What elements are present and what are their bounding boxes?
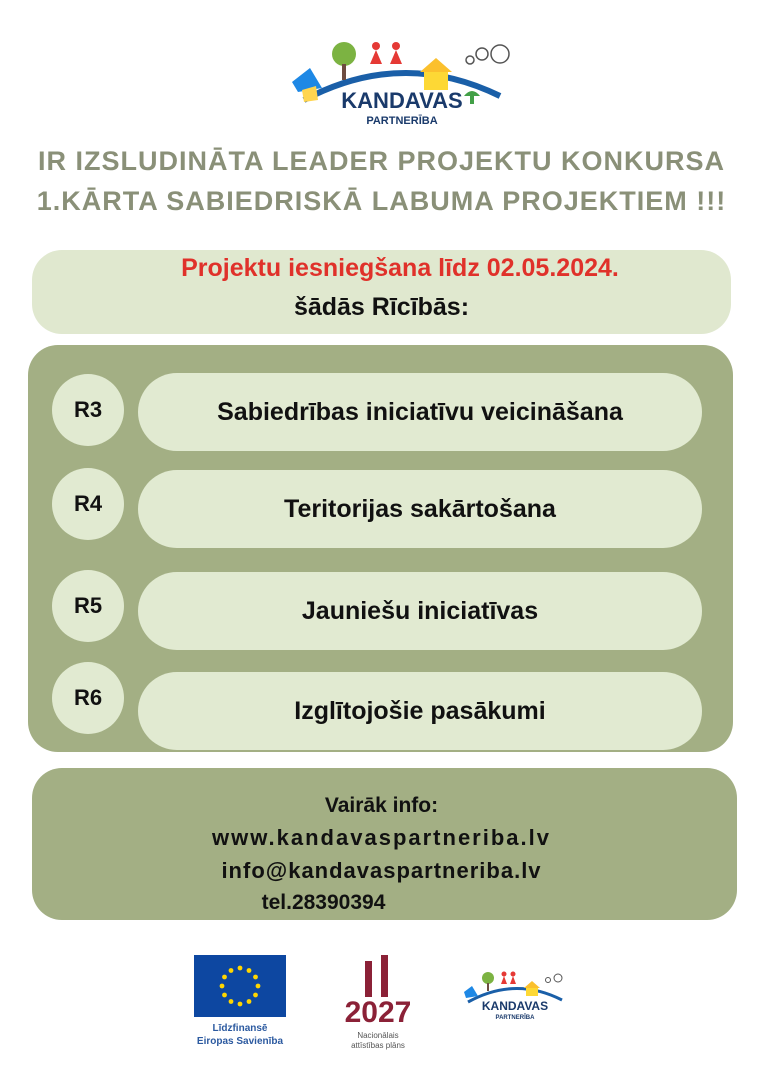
kandavas-partneriba-small-logo [460,968,570,1024]
headline-line-2: 1.KĀRTA SABIEDRISKĀ LABUMA PROJEKTIEM !!! [36,186,727,216]
info-title: Vairāk info: [324,794,439,817]
kandavas-partneriba-logo [284,38,520,130]
action-code-r4: R4 [52,468,124,540]
action-item-r5: Jauniešu iniciatīvas [138,572,702,650]
small-logo-brand-sub: PARTNERĪBA [495,1015,535,1021]
logo-brand-main: KANDAVAS [341,88,463,113]
action-code-r5: R5 [52,570,124,642]
nap-year: 2027 [344,996,412,1029]
action-item-r4: Teritorijas sakārtošana [138,470,702,548]
nap-caption-line-1: Nacionālais [357,1031,399,1040]
action-item-r6: Izglītojošie pasākumi [138,672,702,750]
logo-brand-sub: PARTNERĪBA [366,115,438,127]
eu-caption-line-1: Līdzfinansē [212,1023,268,1034]
actions-label: šādās Rīcībās: [293,293,470,321]
eu-caption-line-2: Eiropas Savienība [196,1036,284,1047]
info-email-link[interactable]: info@kandavaspartneriba.lv [221,858,542,883]
nap-bars-icon [345,955,411,997]
action-code-r3: R3 [52,374,124,446]
eu-flag-icon [194,955,286,1017]
nap-caption-line-2: attīstības plāns [351,1041,405,1050]
action-item-r3: Sabiedrības iniciatīvu veicināšana [138,373,702,451]
headline-line-1: IR IZSLUDINĀTA LEADER PROJEKTU KONKURSA [37,146,725,176]
info-website-link[interactable]: www.kandavaspartneriba.lv [212,825,551,850]
action-code-r6: R6 [52,662,124,734]
small-logo-brand-main: KANDAVAS [481,999,549,1013]
deadline-text: Projektu iesniegšana līdz 02.05.2024. [181,254,619,282]
info-phone: tel.28390394 [261,891,386,914]
